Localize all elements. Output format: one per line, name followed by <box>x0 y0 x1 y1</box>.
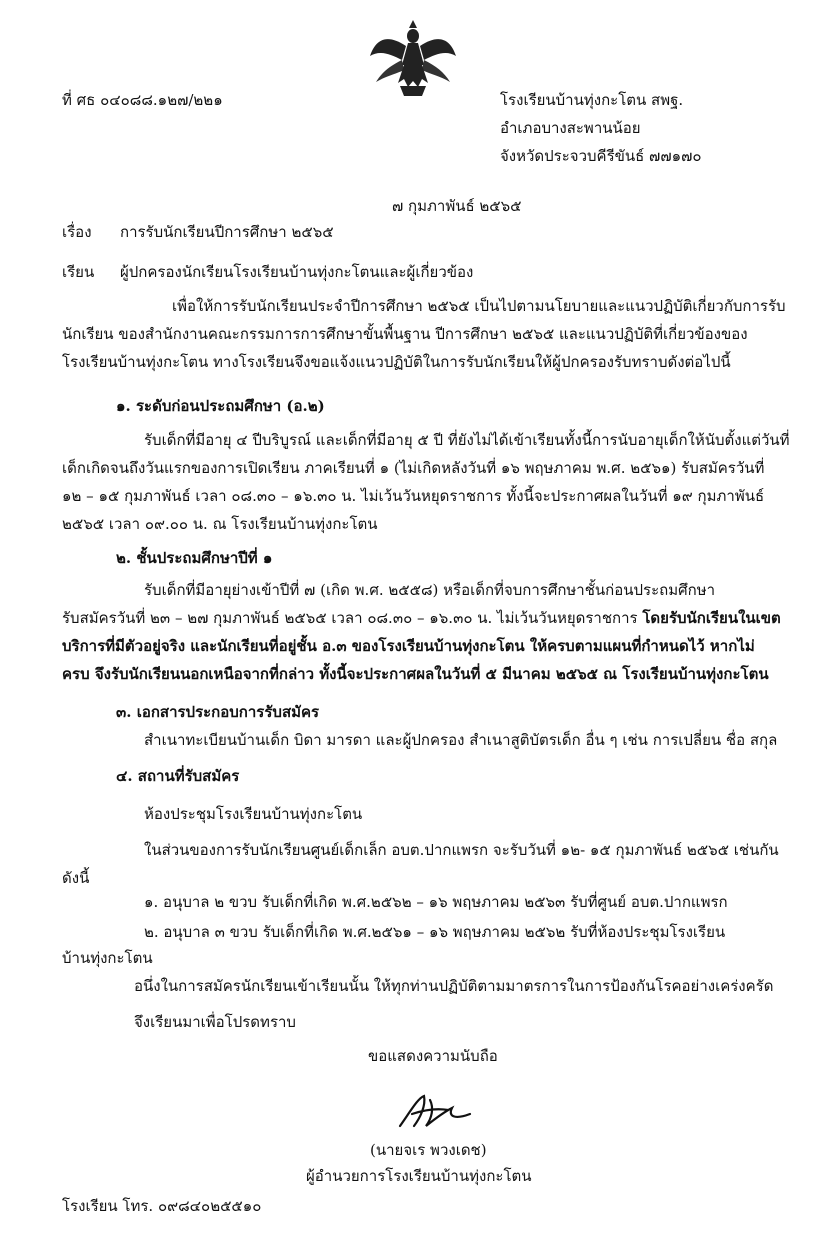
subject-label: เรื่อง <box>62 223 92 241</box>
covid-notice: อนึ่งในการสมัครนักเรียนเข้าเรียนนั้น ให้ทุกท่านปฏิบัติตามมาตรการในการป้องกันโรคอย่างเคร่งครัด <box>134 977 774 995</box>
section-2-line-2-normal: รับสมัครวันที่ ๒๓ – ๒๗ กุมภาพันธ์ ๒๕๖๕ เวลา ๐๘.๓๐ – ๑๖.๓๐ น. ไม่เว้นวันหยุดราชการ <box>62 609 643 627</box>
section-1-line-3: ๑๒ – ๑๕ กุมภาพันธ์ เวลา ๐๘.๓๐ – ๑๖.๓๐ น. ไม่เว้นวันหยุดราชการ ทั้งนี้จะประกาศผลในวันที่ ๑๙ กุมภาพันธ์ <box>62 487 765 505</box>
intro-line-2: นักเรียน ของสำนักงานคณะกรรมการการศึกษาขั้นพื้นฐาน ปีการศึกษา ๒๕๖๕ และแนวปฏิบัติที่เกี่ยวข้องของ <box>62 325 748 343</box>
reference-number: ที่ ศธ ๐๔๐๘๘.๑๒๗/๒๒๑ <box>62 91 223 109</box>
section-2-line-2-bold: โดยรับนักเรียนในเขต <box>642 609 781 627</box>
signature-icon <box>396 1092 476 1132</box>
intro-line-1: เพื่อให้การรับนักเรียนประจำปีการศึกษา ๒๕๖๕ เป็นไปตามนโยบายและแนวปฏิบัติเกี่ยวกับการรับ <box>172 297 786 315</box>
section-1-line-4: ๒๕๖๕ เวลา ๐๙.๐๐ น. ณ โรงเรียนบ้านทุ่งกะโตน <box>62 515 378 533</box>
signer-title: ผู้อำนวยการโรงเรียนบ้านทุ่งกะโตน <box>306 1167 532 1185</box>
section-3-text: สำเนาทะเบียนบ้านเด็ก บิดา มารดา และผู้ปกครอง สำเนาสูติบัตรเด็ก อื่น ๆ เช่น การเปลี่ยน ชื่อ สกุล <box>144 731 778 749</box>
school-name: โรงเรียนบ้านทุ่งกะโตน สพฐ. <box>500 91 684 109</box>
section-2-line-1: รับเด็กที่มีอายุย่างเข้าปีที่ ๗ (เกิด พ.ศ. ๒๕๕๘) หรือเด็กที่จบการศึกษาชั้นก่อนประถมศึกษา <box>144 581 716 599</box>
daycare-item-1: ๑. อนุบาล ๒ ขวบ รับเด็กที่เกิด พ.ศ.๒๕๖๒ – ๑๖ พฤษภาคม ๒๕๖๓ รับที่ศูนย์ อบต.ปากแพรก <box>144 893 728 911</box>
daycare-item-2-line-2: บ้านทุ่งกะโตน <box>62 949 153 967</box>
school-phone: โรงเรียน โทร. ๐๙๘๔๐๒๕๕๑๐ <box>62 1197 262 1215</box>
section-2-line-4: ครบ จึงรับนักเรียนนอกเหนือจากที่กล่าว ทั้งนี้จะประกาศผลในวันที่ ๕ มีนาคม ๒๕๖๕ ณ โรงเรียนบ้านทุ่งกะโตน <box>62 665 769 683</box>
section-2-line-3: บริการที่มีตัวอยู่จริง และนักเรียนที่อยู่ชั้น อ.๓ ของโรงเรียนบ้านทุ่งกะโตน ให้ครบตามแผนที่กำหนดไว้ หากไม่ <box>62 637 755 655</box>
section-2-heading: ๒. ชั้นประถมศึกษาปีที่ ๑ <box>116 549 273 567</box>
recipient-label: เรียน <box>62 263 95 281</box>
district: อำเภอบางสะพานน้อย <box>500 119 641 137</box>
garuda-emblem-icon <box>368 16 458 100</box>
letter-date: ๗ กุมภาพันธ์ ๒๕๖๕ <box>392 197 522 215</box>
section-1-line-1: รับเด็กที่มีอายุ ๔ ปีบริบูรณ์ และเด็กที่มีอายุ ๕ ปี ที่ยังไม่ได้เข้าเรียนทั้งนี้การนับอายุเด็กให้นับตั้งแต่วันที่ <box>144 431 790 449</box>
closing-inform: จึงเรียนมาเพื่อโปรดทราบ <box>134 1013 296 1031</box>
daycare-line-1: ในส่วนของการรับนักเรียนศูนย์เด็กเล็ก อบต.ปากแพรก จะรับวันที่ ๑๒- ๑๕ กุมภาพันธ์ ๒๕๖๕ เช่นกัน <box>144 841 779 859</box>
closing-regards: ขอแสดงความนับถือ <box>368 1047 498 1065</box>
section-1-heading: ๑. ระดับก่อนประถมศึกษา (อ.๒) <box>116 397 325 415</box>
signer-name: (นายจเร พวงเดช) <box>370 1141 487 1159</box>
registration-place: ห้องประชุมโรงเรียนบ้านทุ่งกะโตน <box>144 805 363 823</box>
intro-line-3: โรงเรียนบ้านทุ่งกะโตน ทางโรงเรียนจึงขอแจ้งแนวปฏิบัติในการรับนักเรียนให้ผู้ปกครองรับทราบดังต่อไปนี้ <box>62 353 731 371</box>
section-3-heading: ๓. เอกสารประกอบการรับสมัคร <box>116 703 320 721</box>
section-1-line-2: เด็กเกิดจนถึงวันแรกของการเปิดเรียน ภาคเรียนที่ ๑ (ไม่เกิดหลังวันที่ ๑๖ พฤษภาคม พ.ศ. ๒๕๖๑) รับสมัครวันที่ <box>62 459 765 477</box>
daycare-line-2: ดังนี้ <box>62 869 90 887</box>
province: จังหวัดประจวบคีรีขันธ์ ๗๗๑๗๐ <box>500 147 702 165</box>
section-4-heading: ๔. สถานที่รับสมัคร <box>116 767 240 785</box>
subject-text: การรับนักเรียนปีการศึกษา ๒๕๖๕ <box>120 223 334 241</box>
daycare-item-2-line-1: ๒. อนุบาล ๓ ขวบ รับเด็กที่เกิด พ.ศ.๒๕๖๑ – ๑๖ พฤษภาคม ๒๕๖๒ รับที่ห้องประชุมโรงเรียน <box>144 923 726 941</box>
section-2-line-2 <box>62 608 781 628</box>
recipient-text: ผู้ปกครองนักเรียนโรงเรียนบ้านทุ่งกะโตนและผู้เกี่ยวข้อง <box>120 263 474 281</box>
